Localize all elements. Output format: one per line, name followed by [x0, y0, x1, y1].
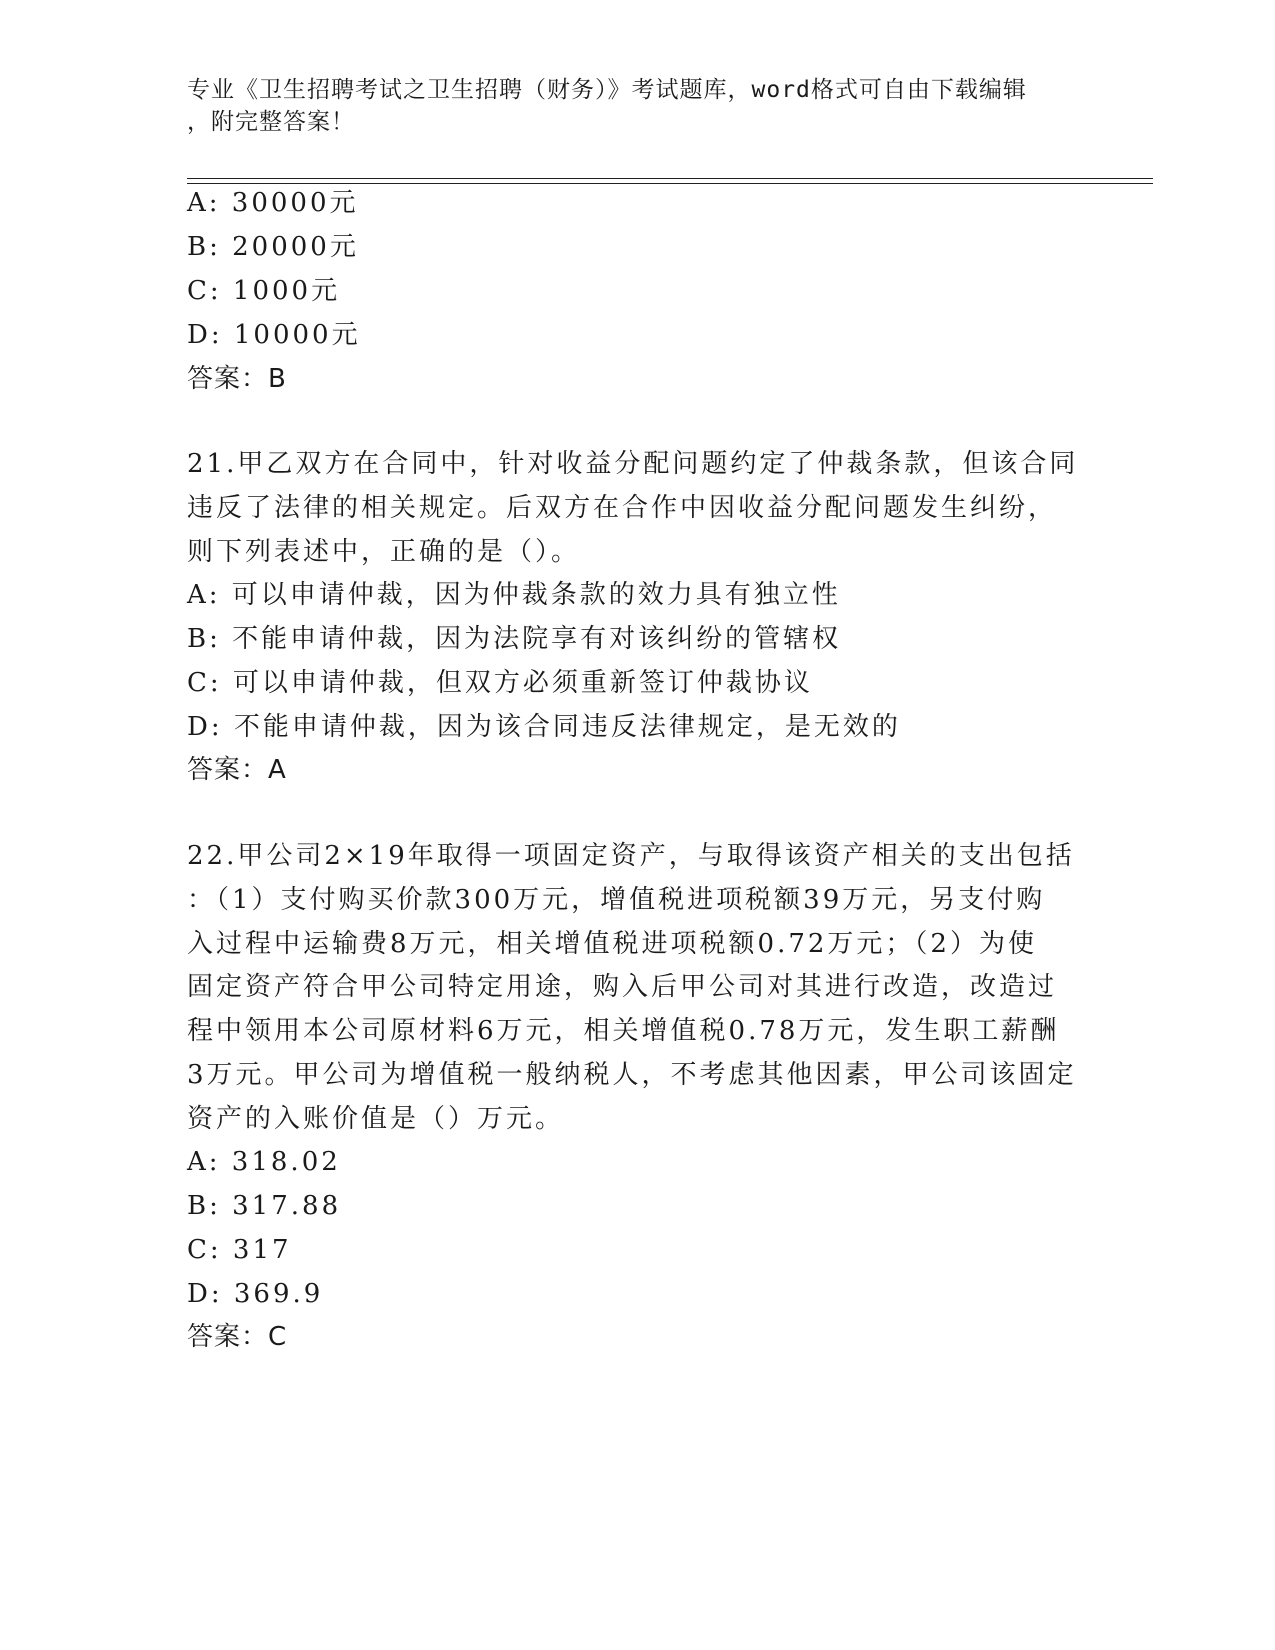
header-line-1: 专业《卫生招聘考试之卫生招聘（财务）》考试题库，word格式可自由下载编辑	[187, 77, 1027, 103]
q22-option-b: B: 317.88	[187, 1191, 342, 1221]
q21-option-c: C: 可以申请仲裁，但双方必须重新签订仲裁协议	[187, 668, 813, 698]
prev-option-c: C: 1000元	[187, 276, 341, 306]
prev-option-d: D: 10000元	[187, 320, 361, 350]
q21-option-b: B: 不能申请仲裁，因为法院享有对该纠纷的管辖权	[187, 624, 842, 654]
q22-stem-line-5: 程中领用本公司原材料6万元，相关增值税0.78万元，发生职工薪酬	[187, 1016, 1060, 1046]
q22-stem-line-4: 固定资产符合甲公司特定用途，购入后甲公司对其进行改造，改造过	[187, 972, 1058, 1002]
prev-option-b: B: 20000元	[187, 232, 359, 262]
q22-stem-line-6: 3万元。甲公司为增值税一般纳税人，不考虑其他因素，甲公司该固定	[187, 1060, 1077, 1090]
q21-stem-line-2: 违反了法律的相关规定。后双方在合作中因收益分配问题发生纠纷，	[187, 493, 1058, 523]
q22-stem-line-2: ：（1）支付购买价款300万元，增值税进项税额39万元，另支付购	[187, 885, 1046, 915]
q21-stem-line-3: 则下列表述中，正确的是（）。	[187, 537, 581, 567]
q22-option-d: D: 369.9	[187, 1279, 324, 1309]
q21-stem-line-1: 21.甲乙双方在合同中，针对收益分配问题约定了仲裁条款，但该合同	[187, 449, 1079, 479]
q21-option-d: D: 不能申请仲裁，因为该合同违反法律规定，是无效的	[187, 712, 901, 742]
q21-answer: 答案：A	[187, 755, 287, 785]
q21-option-a: A: 可以申请仲裁，因为仲裁条款的效力具有独立性	[187, 580, 841, 610]
q22-stem-line-7: 资产的入账价值是（）万元。	[187, 1104, 565, 1134]
document-header	[187, 74, 1067, 138]
prev-option-a: A: 30000元	[187, 188, 359, 218]
header-line-2: ，附完整答案！	[187, 109, 355, 135]
q22-stem-line-1: 22.甲公司2×19年取得一项固定资产，与取得该资产相关的支出包括	[187, 841, 1075, 871]
header-divider-top	[187, 178, 1153, 179]
q22-option-c: C: 317	[187, 1235, 292, 1265]
q22-option-a: A: 318.02	[187, 1147, 341, 1177]
q22-stem-line-3: 入过程中运输费8万元，相关增值税进项税额0.72万元；（2）为使	[187, 929, 1037, 959]
header-divider-bottom	[187, 183, 1153, 184]
prev-answer: 答案：B	[187, 364, 287, 394]
q22-answer: 答案：C	[187, 1322, 288, 1352]
